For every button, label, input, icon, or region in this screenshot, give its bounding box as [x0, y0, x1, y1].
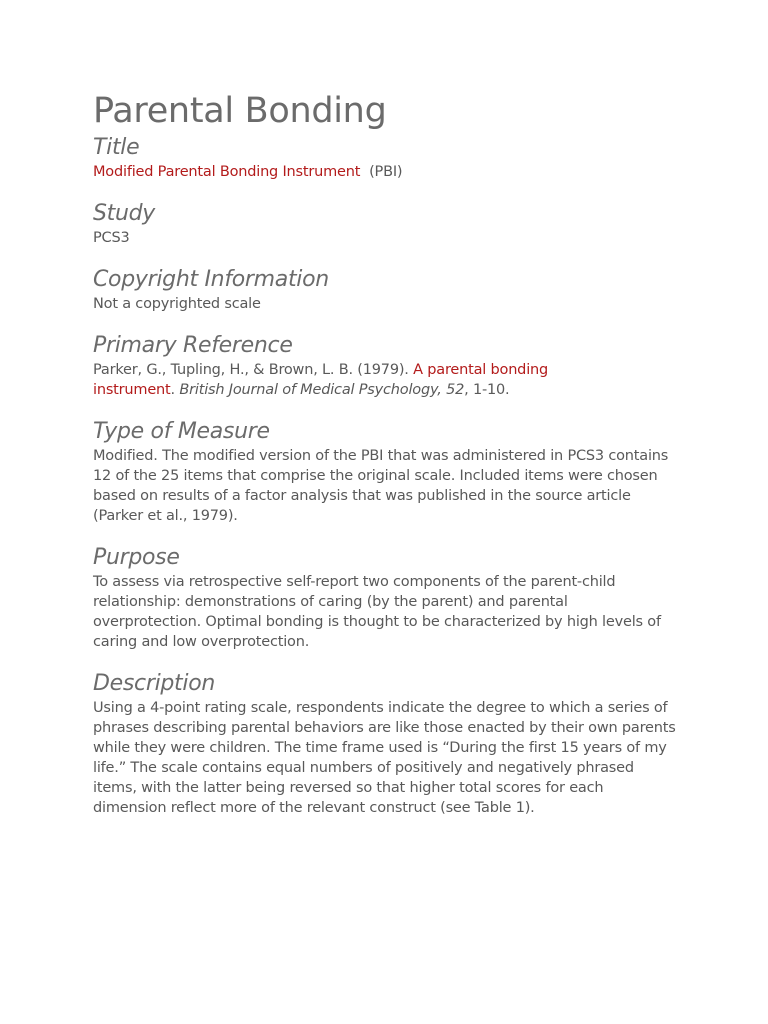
- section-heading-description: Description: [93, 671, 215, 696]
- section-heading-copyright: Copyright Information: [93, 267, 329, 292]
- section-heading-type-of-measure: Type of Measure: [93, 419, 270, 444]
- instrument-link[interactable]: Modified Parental Bonding Instrument: [93, 164, 361, 180]
- section-type-of-measure: [93, 418, 678, 526]
- copyright-body: Not a copyrighted scale: [93, 296, 261, 312]
- section-purpose: [93, 544, 678, 652]
- section-title: [93, 134, 678, 182]
- section-description: [93, 670, 678, 818]
- reference-pages: , 1-10.: [464, 382, 510, 398]
- type-of-measure-body: Modified. The modified version of the PBI that was administered in PCS3 contains 12 of the 25 items that comprise the original scale. Included items were chosen based on results of a factor analysis that was published in the source article (Parker et al., 1979).: [93, 448, 669, 524]
- purpose-body: To assess via retrospective self-report two components of the parent-child relationship: demonstrations of caring (by the parent) and parental overprotection. Optimal bonding is thought to be characterized by high levels of caring and low overprotection.: [93, 574, 661, 650]
- reference-journal: British Journal of Medical Psychology: [179, 382, 438, 398]
- instrument-abbreviation: (PBI): [369, 164, 403, 180]
- reference-authors: Parker, G., Tupling, H., & Brown, L. B. (1979).: [93, 362, 409, 378]
- title-body: [93, 162, 678, 182]
- reference-link-part-1[interactable]: A parental bonding: [413, 362, 549, 378]
- reference-period: .: [170, 382, 175, 398]
- reference-volume: 52: [446, 382, 465, 398]
- section-heading-title: Title: [93, 135, 140, 160]
- reference-link-part-2[interactable]: instrument: [93, 382, 171, 398]
- section-heading-study: Study: [93, 201, 156, 226]
- section-study: [93, 200, 678, 248]
- document-page: [93, 88, 678, 818]
- document-title: Parental Bonding: [93, 91, 387, 131]
- primary-reference-body: [93, 360, 678, 400]
- section-heading-purpose: Purpose: [93, 545, 180, 570]
- study-body: PCS3: [93, 230, 130, 246]
- description-body: Using a 4-point rating scale, respondents indicate the degree to which a series of phrases describing parental behaviors are like those enacted by their own parents while they were children. The time frame used is “During the first 15 years of my life.” The scale contains equal numbers of positively and negatively phrased items, with the latter being reversed so that higher total scores for each dimension reflect more of the relevant construct (see Table 1).: [93, 700, 676, 816]
- section-primary-reference: [93, 332, 678, 400]
- section-heading-primary-reference: Primary Reference: [93, 333, 293, 358]
- section-copyright: [93, 266, 678, 314]
- reference-comma: ,: [437, 382, 442, 398]
